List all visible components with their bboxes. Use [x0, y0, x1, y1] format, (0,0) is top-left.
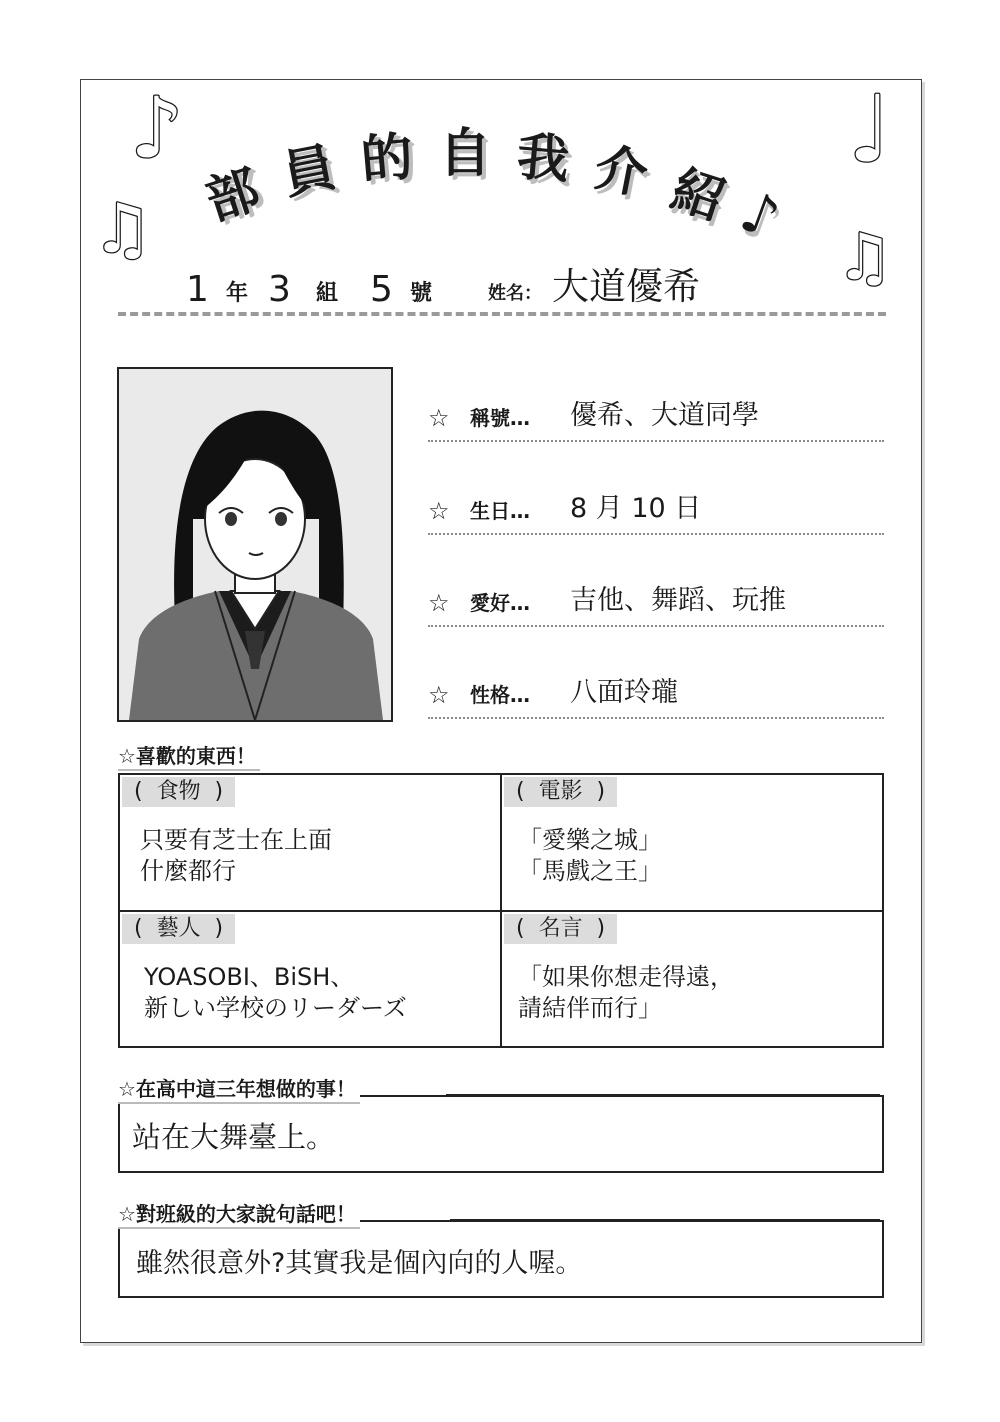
title-char: 介	[589, 137, 653, 207]
name-divider	[118, 312, 886, 316]
message-answer-box	[118, 1220, 884, 1298]
profile-row-hobbies	[428, 581, 884, 627]
cell-line: 「如果你想走得遠，	[518, 963, 734, 991]
cell-line: 新しい学校のリーダーズ	[144, 994, 407, 1022]
favorite-food-cell	[120, 775, 501, 910]
profile-value: 8 月 10 日	[570, 493, 702, 524]
star-icon: ☆	[428, 497, 450, 525]
profile-label: 愛好…	[470, 591, 530, 615]
goal-answer-box	[118, 1095, 884, 1173]
cell-text	[518, 962, 734, 1024]
cell-tag: ( 食物 )	[122, 777, 235, 807]
star-icon: ☆	[428, 681, 450, 709]
title-char: 紹	[664, 159, 733, 233]
profile-value: 優希、大道同學	[570, 400, 759, 431]
profile-row-nickname	[428, 396, 884, 442]
cell-line: 什麼都行	[140, 857, 236, 885]
title-char: 我	[514, 126, 572, 192]
cell-line: 只要有芝士在上面	[140, 826, 332, 854]
favorite-movie-cell	[502, 775, 883, 910]
quarter-note-icon: ♩	[848, 76, 892, 183]
year-unit: 年	[226, 281, 249, 306]
profile-value: 吉他、舞蹈、玩推	[570, 585, 786, 616]
profile-label: 生日…	[470, 499, 530, 523]
profile-value: 八面玲瓏	[570, 677, 678, 708]
cell-tag: ( 藝人 )	[122, 914, 235, 944]
cell-text	[144, 962, 407, 1024]
cell-line: 「愛樂之城」	[518, 826, 662, 854]
music-note-icon: ♪	[130, 79, 184, 177]
cell-text	[518, 825, 662, 887]
beamed-notes-icon: ♫	[836, 221, 894, 295]
beamed-notes-icon: ♫	[92, 190, 153, 269]
profile-row-birthday	[428, 489, 884, 535]
class-value: 3	[268, 269, 291, 310]
star-icon: ☆	[428, 404, 450, 432]
favorites-grid	[118, 773, 884, 1048]
cell-line: YOASOBI、BiSH、	[144, 963, 355, 991]
cell-line: 請結伴而行」	[518, 994, 662, 1022]
favorites-heading: ☆喜歡的東西！	[118, 744, 260, 771]
title-char: 的	[358, 126, 416, 192]
student-portrait-image	[119, 369, 391, 720]
profile-label: 性格…	[470, 683, 530, 707]
student-name: 大道優希	[552, 265, 700, 308]
profile-row-personality	[428, 673, 884, 719]
favorite-quote-cell	[502, 912, 883, 1047]
portrait-frame	[117, 367, 393, 722]
message-answer: 雖然很意外?其實我是個內向的人喔。	[136, 1248, 583, 1279]
title-char: 部	[199, 159, 268, 233]
goal-heading: ☆在高中這三年想做的事！	[118, 1077, 360, 1104]
title-note-icon: ♪	[732, 178, 788, 253]
favorite-artist-cell	[120, 912, 501, 1047]
year-value: 1	[186, 269, 209, 310]
cell-tag: ( 名言 )	[504, 914, 617, 944]
number-value: 5	[370, 269, 393, 310]
star-icon: ☆	[428, 589, 450, 617]
name-label: 姓名：	[488, 283, 542, 304]
class-unit: 組	[316, 281, 339, 306]
goal-answer: 站在大舞臺上。	[132, 1120, 336, 1154]
cell-tag: ( 電影 )	[504, 777, 617, 807]
title-char: 自	[439, 124, 492, 184]
cell-line: 「馬戲之王」	[518, 857, 662, 885]
number-unit: 號	[410, 281, 433, 306]
profile-label: 稱號…	[470, 406, 530, 430]
message-heading: ☆對班級的大家說句話吧！	[118, 1202, 360, 1229]
cell-text	[140, 825, 332, 887]
title-char: 員	[277, 137, 341, 207]
